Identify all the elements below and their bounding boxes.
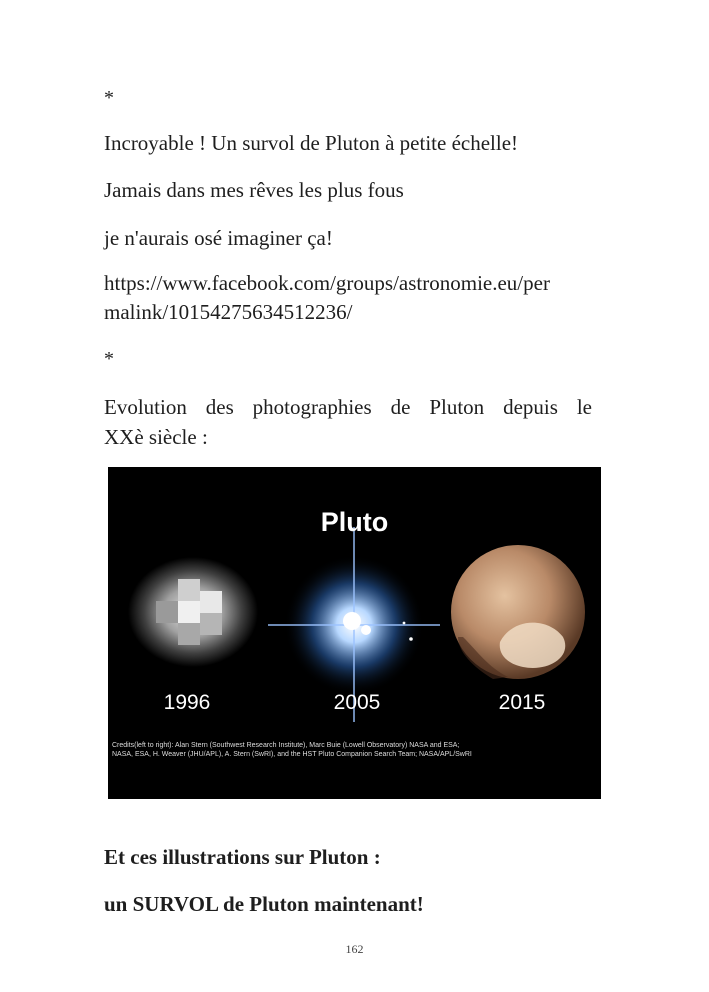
pluto-evolution-image bbox=[108, 467, 601, 799]
year-label-1996: 1996 bbox=[163, 691, 211, 714]
dream-line: Jamais dans mes rêves les plus fous bbox=[104, 178, 404, 202]
illustrations-heading: Et ces illustrations sur Pluton : bbox=[104, 845, 381, 869]
evolution-text-line2: XXè siècle : bbox=[104, 425, 208, 449]
credits-line-1: Credits(left to right): Alan Stern (Southwest Research Institute), Marc Buie (Lowell Observatory) NASA and ESA; bbox=[112, 742, 460, 749]
survol-heading: un SURVOL de Pluton maintenant! bbox=[104, 892, 424, 916]
imagine-line: je n'aurais osé imaginer ça! bbox=[104, 226, 333, 250]
facebook-link-line2[interactable]: malink/10154275634512236/ bbox=[104, 300, 353, 324]
pluto-2015-icon bbox=[451, 545, 585, 679]
pluto-1996-icon bbox=[128, 557, 258, 667]
image-credits bbox=[112, 741, 582, 759]
intro-line: Incroyable ! Un survol de Pluton à petite échelle! bbox=[104, 131, 519, 155]
facebook-link-line1[interactable]: https://www.facebook.com/groups/astronomie.eu/per bbox=[104, 271, 550, 295]
separator-star-2: * bbox=[104, 348, 114, 370]
credits-line-2: NASA, ESA, H. Weaver (JHU/APL), A. Stern (SwRI), and the HST Pluto Companion Search Team; NASA/APL/SwRI bbox=[112, 751, 472, 758]
figure-title: Pluto bbox=[320, 507, 389, 537]
year-label-2015: 2015 bbox=[498, 691, 546, 714]
year-label-2005: 2005 bbox=[333, 691, 381, 714]
evolution-text-line1: Evolution des photographies de Pluton depuis le bbox=[104, 395, 592, 419]
page-number: 162 bbox=[345, 942, 364, 956]
separator-star: * bbox=[104, 87, 114, 109]
